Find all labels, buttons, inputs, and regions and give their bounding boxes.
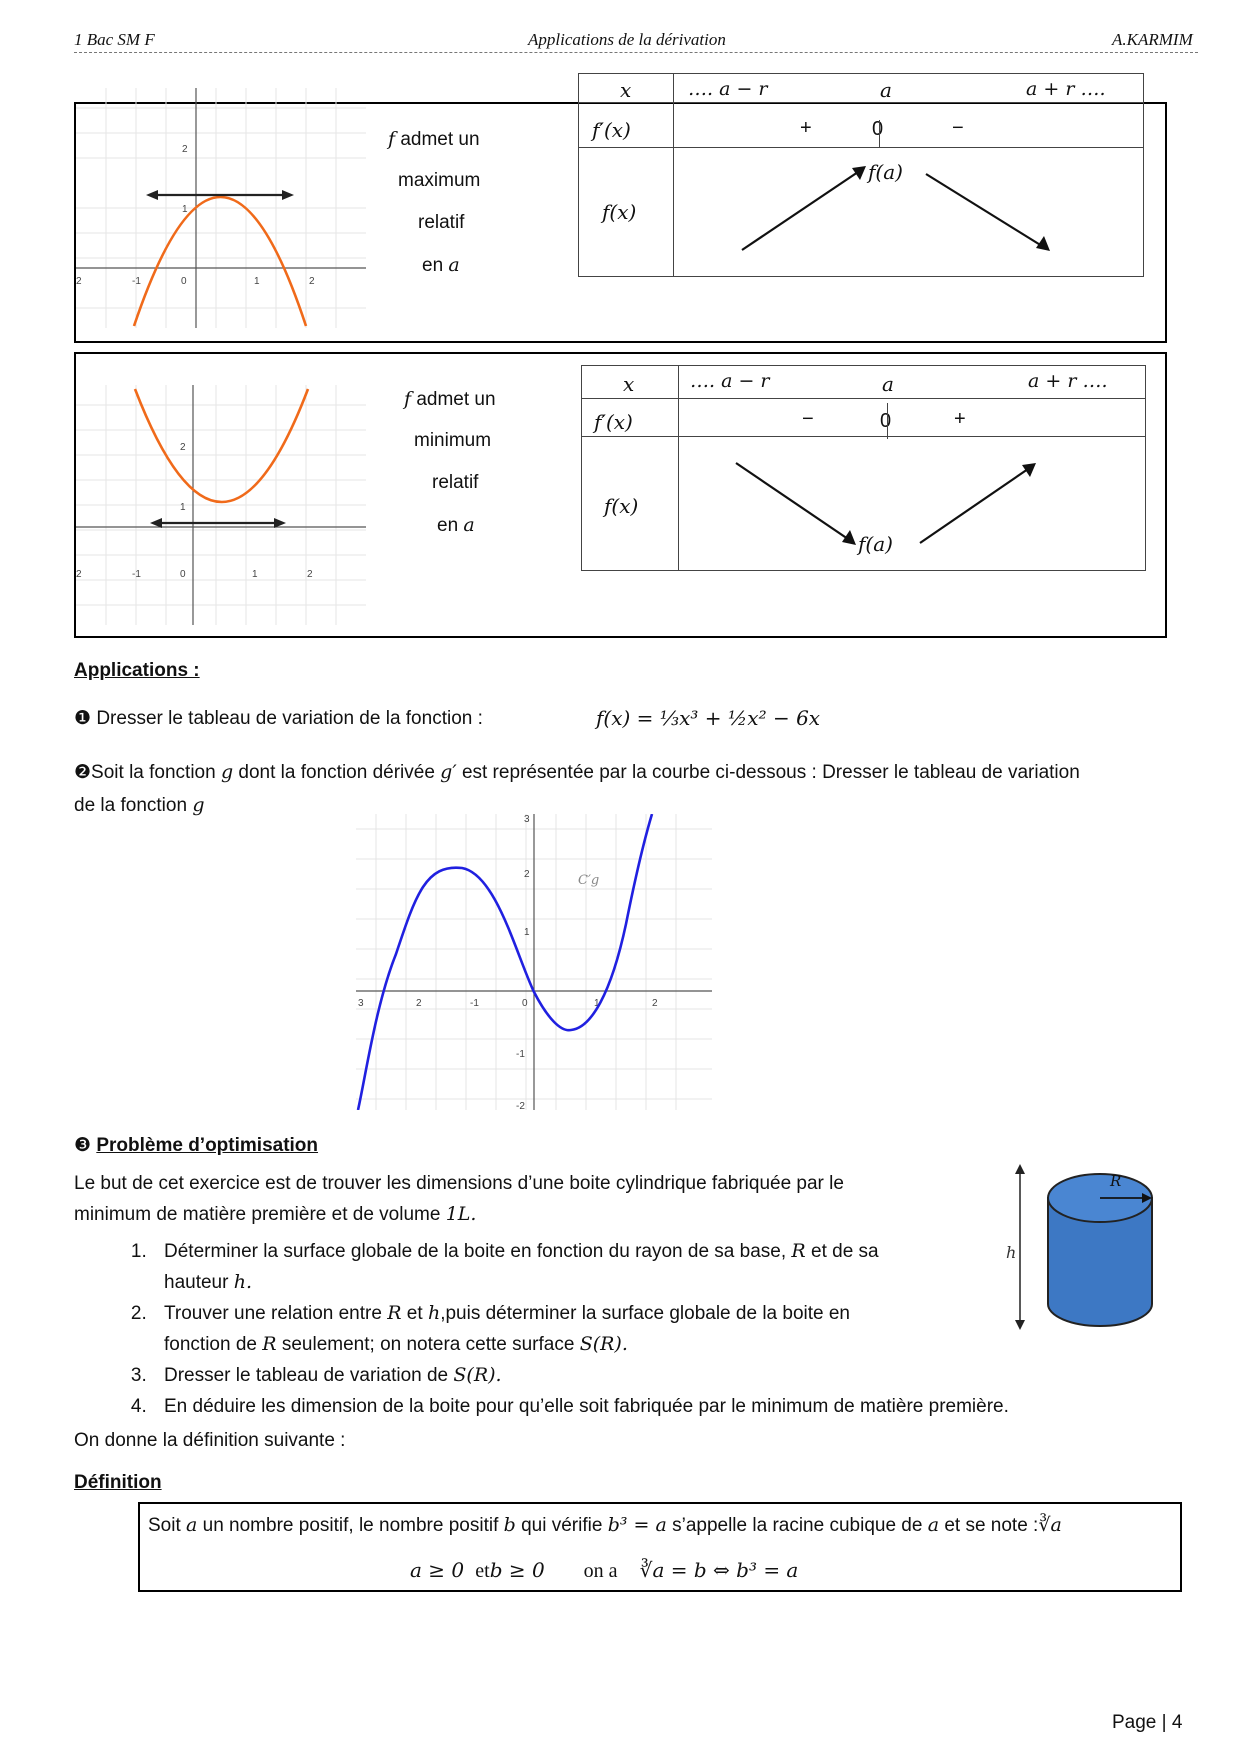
min-extremum: f(a) bbox=[858, 532, 893, 556]
q1-marker: ❶ bbox=[74, 708, 92, 729]
question-item: 3. Dresser le tableau de variation de S(R). bbox=[152, 1360, 1214, 1391]
q2-text: Soit la fonction bbox=[91, 762, 216, 783]
g-prime-symbol: g′ bbox=[440, 761, 457, 783]
tick-label: 3 bbox=[524, 814, 530, 825]
q2-text: dont la fonction dérivée bbox=[238, 762, 435, 783]
max-desc-line3: relatif bbox=[418, 212, 465, 233]
tick-label: 0 bbox=[181, 276, 187, 287]
header-title: Applications de la dérivation bbox=[528, 30, 726, 49]
max-graph bbox=[76, 88, 376, 328]
min-sign-plus: + bbox=[954, 408, 966, 430]
tick-label: 0 bbox=[180, 569, 186, 580]
q2-marker: ❷ bbox=[74, 762, 92, 783]
height-label: h bbox=[1006, 1243, 1017, 1262]
tick-label: 2 bbox=[180, 442, 186, 453]
f-symbol: f bbox=[404, 388, 412, 410]
tick-label: -1 bbox=[470, 998, 479, 1009]
min-zero-bar bbox=[887, 403, 888, 439]
q3-marker: ❸ bbox=[74, 1135, 92, 1156]
tick-label: 2 bbox=[76, 569, 82, 580]
max-desc-text: admet un bbox=[400, 129, 480, 150]
radius-label: R bbox=[1110, 1172, 1122, 1190]
min-desc-line4 bbox=[437, 514, 475, 537]
tick-label: -1 bbox=[132, 276, 141, 287]
question-2 bbox=[74, 756, 1204, 822]
header-author: A.KARMIM bbox=[1112, 30, 1193, 49]
tick-label: -1 bbox=[516, 1049, 525, 1060]
cylinder-figure bbox=[990, 1154, 1170, 1344]
min-x-label: x bbox=[623, 372, 635, 396]
q1-text: Dresser le tableau de variation de la fonction : bbox=[96, 708, 483, 729]
min-x-a: a bbox=[882, 372, 894, 396]
tick-label: -2 bbox=[516, 1101, 525, 1110]
parabola-min bbox=[135, 389, 308, 502]
max-desc-line2: maximum bbox=[398, 170, 481, 191]
tick-label: -1 bbox=[132, 569, 141, 580]
tick-label: 3 bbox=[358, 998, 364, 1009]
max-sign-minus: − bbox=[952, 117, 964, 139]
optimisation-intro bbox=[74, 1168, 974, 1230]
header-rule bbox=[74, 52, 1198, 53]
tick-label: 2 bbox=[416, 998, 422, 1009]
gprime-curve bbox=[358, 814, 652, 1110]
min-deriv-label: f′(x) bbox=[594, 410, 633, 434]
g-symbol: g bbox=[192, 794, 205, 816]
tick-label: 1 bbox=[524, 927, 530, 938]
page-number: Page | 4 bbox=[1112, 1712, 1183, 1733]
question-item: 4. En déduire les dimension de la boite pour qu’elle soit fabriquée par le minimum de matière première. bbox=[152, 1391, 1214, 1422]
definition-line2: a ≥ 0 etb ≥ 0 on a ∛a = b ⇔ b³ = a bbox=[410, 1558, 799, 1582]
parabola-max bbox=[134, 197, 306, 326]
min-desc-line1 bbox=[404, 388, 496, 411]
tick-label: 2 bbox=[652, 998, 658, 1009]
min-x-left: …. a − r bbox=[690, 370, 770, 392]
tick-label: 0 bbox=[522, 998, 528, 1009]
tick-label: 1 bbox=[254, 276, 260, 287]
max-x-a: a bbox=[880, 78, 892, 102]
tick-label: 2 bbox=[76, 276, 82, 287]
tick-label: 1 bbox=[180, 502, 186, 513]
question-item: 2. Trouver une relation entre R et h,puis déterminer la surface globale de la boite en fonction de R seulement; on notera cette surface S(R). bbox=[152, 1298, 1214, 1360]
tick-label: 2 bbox=[307, 569, 313, 580]
max-x-left: …. a − r bbox=[688, 78, 768, 100]
min-arrows bbox=[720, 455, 1050, 565]
max-zero-bar bbox=[879, 120, 880, 148]
definition-lead: On donne la définition suivante : bbox=[74, 1430, 346, 1451]
question-1 bbox=[74, 707, 483, 730]
gprime-graph bbox=[356, 814, 712, 1110]
min-sign-minus: − bbox=[802, 408, 814, 430]
tick-label: 1 bbox=[182, 204, 188, 215]
max-zero: 0 bbox=[872, 118, 884, 140]
curve-label: C′g bbox=[578, 873, 600, 888]
definition-title: Définition bbox=[74, 1472, 162, 1493]
min-x-right: a + r …. bbox=[1028, 370, 1108, 392]
max-deriv-label: f′(x) bbox=[592, 118, 631, 142]
a-symbol: a bbox=[463, 514, 475, 536]
max-desc-line1 bbox=[388, 128, 480, 151]
question-item: 1. Déterminer la surface globale de la boite en fonction du rayon de sa base, R et de sa hauteur h. bbox=[152, 1236, 1214, 1298]
optimisation-heading bbox=[74, 1134, 318, 1157]
max-x-label: x bbox=[620, 78, 632, 102]
definition-line1: Soit a un nombre positif, le nombre positif b qui vérifie b³ = a s’appelle la racine cubique de a et se note :∛a bbox=[148, 1514, 1062, 1536]
max-func-label: f(x) bbox=[602, 200, 637, 224]
max-desc-line4 bbox=[422, 254, 460, 277]
min-desc-line2: minimum bbox=[414, 430, 492, 451]
optimisation-title: Problème d’optimisation bbox=[96, 1135, 319, 1156]
min-func-label: f(x) bbox=[604, 494, 639, 518]
applications-title: Applications : bbox=[74, 660, 200, 681]
q2-text: est représentée par la courbe ci-dessous : Dresser le tableau de variation bbox=[461, 762, 1080, 783]
tick-label: 2 bbox=[524, 869, 530, 880]
max-desc-en: en bbox=[422, 255, 444, 276]
intro-text: Le but de cet exercice est de trouver les dimensions d’une boite cylindrique fabriquée par le bbox=[74, 1173, 844, 1194]
max-x-right: a + r …. bbox=[1026, 78, 1106, 100]
tick-label: 2 bbox=[309, 276, 315, 287]
tick-label: 2 bbox=[182, 144, 188, 155]
q2-text: de la fonction bbox=[74, 795, 188, 816]
min-desc-text: admet un bbox=[416, 389, 496, 410]
volume-value: 1L. bbox=[445, 1203, 477, 1225]
min-desc-line3: relatif bbox=[432, 472, 479, 493]
tick-label: 1 bbox=[594, 998, 600, 1009]
q1-formula: f(x) = ⅓x³ + ½x² − 6x bbox=[596, 706, 821, 730]
a-symbol: a bbox=[448, 254, 460, 276]
max-extremum: f(a) bbox=[868, 160, 903, 184]
header-left: 1 Bac SM F bbox=[74, 30, 155, 49]
g-symbol: g bbox=[220, 761, 234, 783]
min-graph bbox=[76, 385, 370, 625]
max-arrows bbox=[670, 150, 1070, 260]
max-sign-plus: + bbox=[800, 117, 812, 139]
intro-text: minimum de matière première et de volume bbox=[74, 1204, 441, 1225]
f-symbol: f bbox=[388, 128, 396, 150]
min-zero: 0 bbox=[880, 410, 892, 432]
tick-label: 1 bbox=[252, 569, 258, 580]
min-desc-en: en bbox=[437, 515, 459, 536]
